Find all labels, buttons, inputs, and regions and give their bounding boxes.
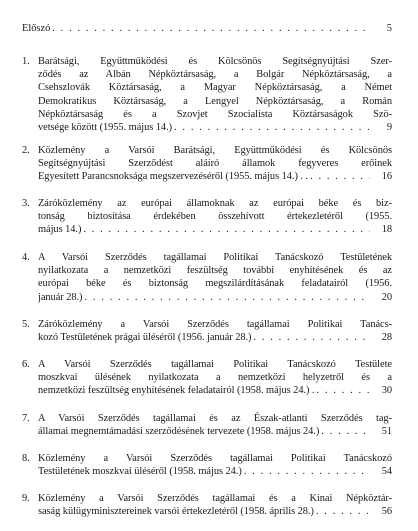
toc-entry-text: kozó Testületének prágai üléséről (1956. január 28.) (38, 332, 252, 344)
toc-entry-body (38, 492, 392, 518)
toc-entry-text: Záróközlemény a Varsói Szerződés tagállamai Politikai Tanács- (38, 319, 392, 330)
toc-entry-last-line (38, 425, 392, 438)
preface-page-number: 5 (386, 23, 392, 34)
toc-entry-body (38, 55, 392, 134)
toc-entry-body (38, 197, 392, 237)
dot-leader (314, 505, 370, 518)
toc-entry-body (38, 144, 392, 184)
dot-leader (242, 465, 370, 478)
toc-entry-page-number: 18 (381, 224, 392, 236)
toc-entry-text: május 14.) (38, 224, 82, 236)
toc-entry-text: január 28.) (38, 291, 83, 303)
toc-entry-text: Egyesített Parancsnoksága megszervezéséről (1955. május 14.) . . (38, 171, 309, 183)
toc-entry-text: Záróközlemény az európai államoknak az európai béke és biz- (38, 198, 392, 209)
toc-entry-body (38, 318, 392, 344)
toc-entry-number: 5. (22, 319, 30, 330)
preface-title: Előszó (22, 23, 51, 34)
toc-entry-line (38, 318, 392, 331)
toc-entry-page-number: 56 (381, 506, 392, 518)
toc-entry-line (38, 144, 392, 157)
toc-entry-line (38, 81, 392, 94)
toc-entry-text: nemzetközi feszültség enyhítésének feladatairól (1958. május 24.) . (38, 385, 315, 397)
toc-entry-page-number: 28 (381, 332, 392, 344)
dot-leader (50, 22, 370, 35)
toc-entry-text: A Varsói Szerződés tagállamai Politikai Tanácskozó Testülete (38, 359, 392, 370)
toc-entry-last-line (38, 384, 392, 397)
toc-entry-text: Közlemény a Varsói Szerződés tagállamai Politikai Tanácskozó (38, 453, 392, 464)
toc-entry-last-line (38, 170, 392, 183)
toc-entry-line (38, 371, 392, 384)
toc-entry-line (38, 264, 392, 277)
toc-preface-entry[interactable] (22, 22, 392, 35)
toc-entry-text: vetsége között (1955. május 14.) (38, 121, 173, 133)
toc-entry-body (38, 412, 392, 438)
toc-entry-text: saság külügyminisztereinek varsói értekezletéről (1958. április 28.) (38, 506, 314, 518)
toc-entry-text: Segítségnyújtási Szerződést aláíró államok fegyveres erőinek (38, 158, 392, 170)
toc-entry-line (38, 277, 392, 290)
toc-entry-number: 1. (22, 56, 30, 67)
toc-entry-text: Testületének moszkvai üléséről (1958. május 24.) (38, 466, 242, 478)
dot-leader (315, 384, 370, 397)
toc-entry-text: európai béke és biztonság megszilárdításának feladatairól (1956. (38, 278, 392, 290)
toc-entry-last-line (38, 121, 392, 134)
toc-entry-number: 6. (22, 359, 30, 370)
toc-entry-text: ződés az Albán Népköztársaság, a Bolgár Népköztársaság, a (38, 69, 392, 81)
toc-entry-last-line (38, 331, 392, 344)
toc-entry-text: Közlemény a Varsói Barátsági, Együttműködési és Kölcsönös (38, 145, 392, 156)
toc-entry-page-number: 30 (381, 385, 392, 397)
toc-entry-line (38, 108, 392, 121)
toc-entry-text: A Varsói Szerződés tagállamai Politikai Tanácskozó Testületének (38, 252, 392, 263)
toc-entry-number: 7. (22, 413, 30, 424)
toc-entry-text: Demokratikus Köztársaság, a Lengyel Népköztársaság, a Román (38, 95, 392, 107)
toc-entry-number: 9. (22, 493, 30, 504)
toc-entry-text: nyilatkozata a nemzetközi feszültség további enyhítésének és az (38, 265, 392, 277)
toc-entry-text: Csehszlovák Köztársaság, a Magyar Népköztársaság, a Német (38, 82, 392, 94)
toc-entry-line (38, 157, 392, 170)
toc-entry-text: Közlemény a Varsói Szerződés tagállamai és a Kínai Népköztár- (38, 493, 392, 504)
toc-preface-line (22, 22, 392, 35)
toc-entry-body (38, 358, 392, 398)
toc-entry-line (38, 452, 392, 465)
dot-leader (251, 331, 370, 344)
toc-entry-body (38, 251, 392, 304)
dot-leader (172, 121, 370, 134)
toc-entry-last-line (38, 505, 392, 518)
toc-entry-text: Népköztársaság és a Szovjet Szocialista Köztársaságok Szö- (38, 108, 392, 120)
toc-entry-line (38, 55, 392, 68)
dot-leader (82, 291, 370, 304)
toc-entry-page-number: 54 (381, 466, 392, 478)
toc-entry-last-line (38, 223, 392, 236)
toc-entry-number: 2. (22, 145, 30, 156)
toc-entry-page-number: 51 (381, 426, 392, 438)
toc-entry-line (38, 358, 392, 371)
toc-entry-number: 8. (22, 453, 30, 464)
toc-entry-number: 3. (22, 198, 30, 209)
dot-leader (81, 223, 370, 236)
dot-leader (308, 170, 370, 183)
toc-entry-page-number: 20 (381, 291, 392, 303)
toc-entry-last-line (38, 291, 392, 304)
toc-entry-text: Barátsági, Együttműködési és Kölcsönös Segítségnyújtási Szer- (38, 56, 392, 67)
toc-entry-line (38, 95, 392, 108)
toc-entry-text: tonság biztosítása érdekében összehívott értekezletéről (1955. (38, 211, 392, 223)
dot-leader (319, 425, 370, 438)
toc-entry-number: 4. (22, 252, 30, 263)
toc-entry-line (38, 197, 392, 210)
toc-entry-line (38, 412, 392, 425)
toc-entry-line (38, 251, 392, 264)
toc-entry-text: államai megnemtámadási szerződésének tervezete (1958. május 24.) (38, 426, 320, 438)
toc-entry-line (38, 210, 392, 223)
toc-entry-text: A Varsói Szerződés tagállamai és az Észak-atlanti Szerződés tag- (38, 413, 392, 424)
toc-entry-page-number: 16 (381, 171, 392, 183)
toc-entry-last-line (38, 465, 392, 478)
toc-entry-body (38, 452, 392, 478)
toc-entry-page-number: 9 (386, 121, 392, 133)
toc-entry-line (38, 492, 392, 505)
toc-entry-text: moszkvai ülésének nyilatkozata a nemzetközi helyzetről és a (38, 372, 392, 384)
toc-entry-line (38, 68, 392, 81)
